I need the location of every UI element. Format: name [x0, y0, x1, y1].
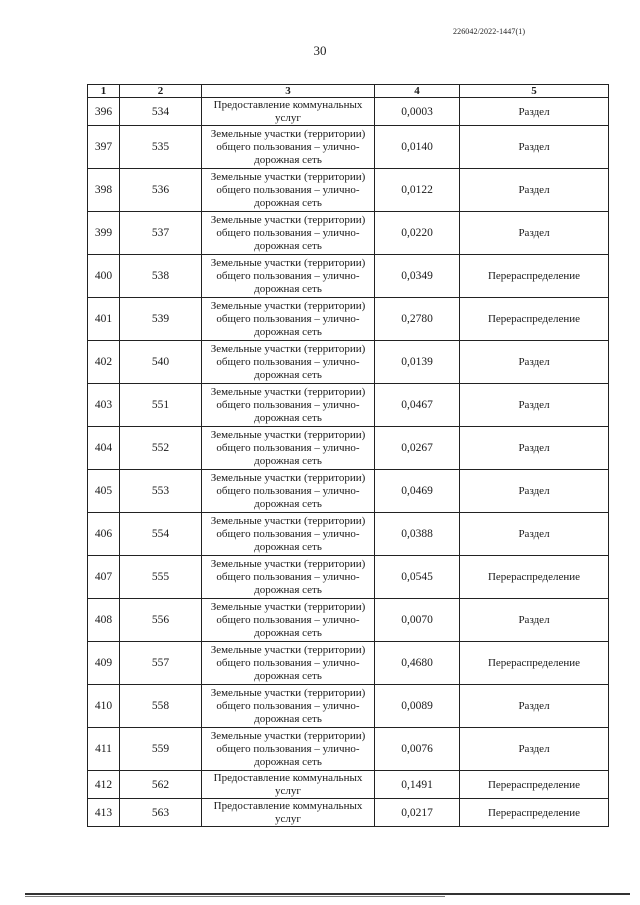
- table-header-row: [88, 85, 609, 98]
- column-header: 1: [88, 85, 120, 98]
- plot-code-cell: 562: [120, 771, 202, 799]
- plot-code-cell: 563: [120, 799, 202, 827]
- row-number-cell: 406: [88, 513, 120, 556]
- table-row: [88, 599, 609, 642]
- action-cell: Раздел: [460, 685, 609, 728]
- area-cell: 0,0003: [375, 98, 460, 126]
- land-use-cell: Земельные участки (территории) общего пользования – улично-дорожная сеть: [202, 685, 375, 728]
- row-number-cell: 405: [88, 470, 120, 513]
- action-cell: Раздел: [460, 169, 609, 212]
- scan-edge-line: [25, 893, 630, 895]
- area-cell: 0,1491: [375, 771, 460, 799]
- area-cell: 0,2780: [375, 298, 460, 341]
- table-row: [88, 384, 609, 427]
- plot-code-cell: 538: [120, 255, 202, 298]
- area-cell: 0,4680: [375, 642, 460, 685]
- area-cell: 0,0349: [375, 255, 460, 298]
- scan-edge-line: [25, 896, 445, 897]
- land-use-cell: Земельные участки (территории) общего пользования – улично-дорожная сеть: [202, 212, 375, 255]
- column-header: 2: [120, 85, 202, 98]
- row-number-cell: 410: [88, 685, 120, 728]
- action-cell: Раздел: [460, 427, 609, 470]
- action-cell: Перераспределение: [460, 556, 609, 599]
- table-row: [88, 642, 609, 685]
- table-row: [88, 169, 609, 212]
- plot-code-cell: 558: [120, 685, 202, 728]
- land-use-cell: Земельные участки (территории) общего пользования – улично-дорожная сеть: [202, 513, 375, 556]
- table-row: [88, 255, 609, 298]
- table-row: [88, 771, 609, 799]
- land-use-cell: Предоставление коммунальных услуг: [202, 771, 375, 799]
- area-cell: 0,0140: [375, 126, 460, 169]
- action-cell: Раздел: [460, 470, 609, 513]
- area-cell: 0,0122: [375, 169, 460, 212]
- row-number-cell: 408: [88, 599, 120, 642]
- column-header: 4: [375, 85, 460, 98]
- plot-code-cell: 536: [120, 169, 202, 212]
- row-number-cell: 413: [88, 799, 120, 827]
- area-cell: 0,0089: [375, 685, 460, 728]
- land-use-cell: Земельные участки (территории) общего пользования – улично-дорожная сеть: [202, 642, 375, 685]
- action-cell: Раздел: [460, 728, 609, 771]
- plot-code-cell: 555: [120, 556, 202, 599]
- land-use-cell: Земельные участки (территории) общего пользования – улично-дорожная сеть: [202, 298, 375, 341]
- row-number-cell: 411: [88, 728, 120, 771]
- row-number-cell: 409: [88, 642, 120, 685]
- table-row: [88, 98, 609, 126]
- row-number-cell: 396: [88, 98, 120, 126]
- document-id: 226042/2022-1447(1): [453, 27, 526, 36]
- land-use-cell: Земельные участки (территории) общего пользования – улично-дорожная сеть: [202, 470, 375, 513]
- page-number: 30: [313, 43, 327, 58]
- plot-code-cell: 554: [120, 513, 202, 556]
- plot-code-cell: 534: [120, 98, 202, 126]
- column-header: 5: [460, 85, 609, 98]
- row-number-cell: 407: [88, 556, 120, 599]
- plot-code-cell: 539: [120, 298, 202, 341]
- area-cell: 0,0469: [375, 470, 460, 513]
- table-row: [88, 470, 609, 513]
- area-cell: 0,0467: [375, 384, 460, 427]
- table-row: [88, 298, 609, 341]
- row-number-cell: 404: [88, 427, 120, 470]
- action-cell: Раздел: [460, 513, 609, 556]
- plot-code-cell: 557: [120, 642, 202, 685]
- plot-code-cell: 553: [120, 470, 202, 513]
- plot-code-cell: 537: [120, 212, 202, 255]
- action-cell: Раздел: [460, 98, 609, 126]
- action-cell: Раздел: [460, 599, 609, 642]
- column-header: 3: [202, 85, 375, 98]
- area-cell: 0,0217: [375, 799, 460, 827]
- land-use-cell: Земельные участки (территории) общего пользования – улично-дорожная сеть: [202, 556, 375, 599]
- plot-code-cell: 559: [120, 728, 202, 771]
- land-use-cell: Земельные участки (территории) общего пользования – улично-дорожная сеть: [202, 341, 375, 384]
- table-row: [88, 799, 609, 827]
- land-use-cell: Предоставление коммунальных услуг: [202, 799, 375, 827]
- row-number-cell: 399: [88, 212, 120, 255]
- table-row: [88, 427, 609, 470]
- row-number-cell: 401: [88, 298, 120, 341]
- row-number-cell: 403: [88, 384, 120, 427]
- land-use-cell: Земельные участки (территории) общего пользования – улично-дорожная сеть: [202, 728, 375, 771]
- row-number-cell: 402: [88, 341, 120, 384]
- land-use-cell: Предоставление коммунальных услуг: [202, 98, 375, 126]
- area-cell: 0,0070: [375, 599, 460, 642]
- action-cell: Перераспределение: [460, 799, 609, 827]
- area-cell: 0,0388: [375, 513, 460, 556]
- action-cell: Раздел: [460, 341, 609, 384]
- action-cell: Перераспределение: [460, 255, 609, 298]
- land-plots-table: [87, 84, 609, 827]
- area-cell: 0,0076: [375, 728, 460, 771]
- land-use-cell: Земельные участки (территории) общего пользования – улично-дорожная сеть: [202, 427, 375, 470]
- land-use-cell: Земельные участки (территории) общего пользования – улично-дорожная сеть: [202, 599, 375, 642]
- row-number-cell: 412: [88, 771, 120, 799]
- action-cell: Перераспределение: [460, 642, 609, 685]
- action-cell: Перераспределение: [460, 298, 609, 341]
- table-row: [88, 685, 609, 728]
- area-cell: 0,0545: [375, 556, 460, 599]
- table-row: [88, 728, 609, 771]
- row-number-cell: 400: [88, 255, 120, 298]
- action-cell: Раздел: [460, 126, 609, 169]
- plot-code-cell: 535: [120, 126, 202, 169]
- action-cell: Перераспределение: [460, 771, 609, 799]
- row-number-cell: 398: [88, 169, 120, 212]
- row-number-cell: 397: [88, 126, 120, 169]
- table-row: [88, 556, 609, 599]
- plot-code-cell: 540: [120, 341, 202, 384]
- table-row: [88, 513, 609, 556]
- land-use-cell: Земельные участки (территории) общего пользования – улично-дорожная сеть: [202, 169, 375, 212]
- area-cell: 0,0220: [375, 212, 460, 255]
- table-row: [88, 341, 609, 384]
- plot-code-cell: 552: [120, 427, 202, 470]
- land-use-cell: Земельные участки (территории) общего пользования – улично-дорожная сеть: [202, 384, 375, 427]
- area-cell: 0,0267: [375, 427, 460, 470]
- table-row: [88, 212, 609, 255]
- land-use-cell: Земельные участки (территории) общего пользования – улично-дорожная сеть: [202, 255, 375, 298]
- plot-code-cell: 556: [120, 599, 202, 642]
- action-cell: Раздел: [460, 384, 609, 427]
- land-use-cell: Земельные участки (территории) общего пользования – улично-дорожная сеть: [202, 126, 375, 169]
- area-cell: 0,0139: [375, 341, 460, 384]
- table-row: [88, 126, 609, 169]
- plot-code-cell: 551: [120, 384, 202, 427]
- action-cell: Раздел: [460, 212, 609, 255]
